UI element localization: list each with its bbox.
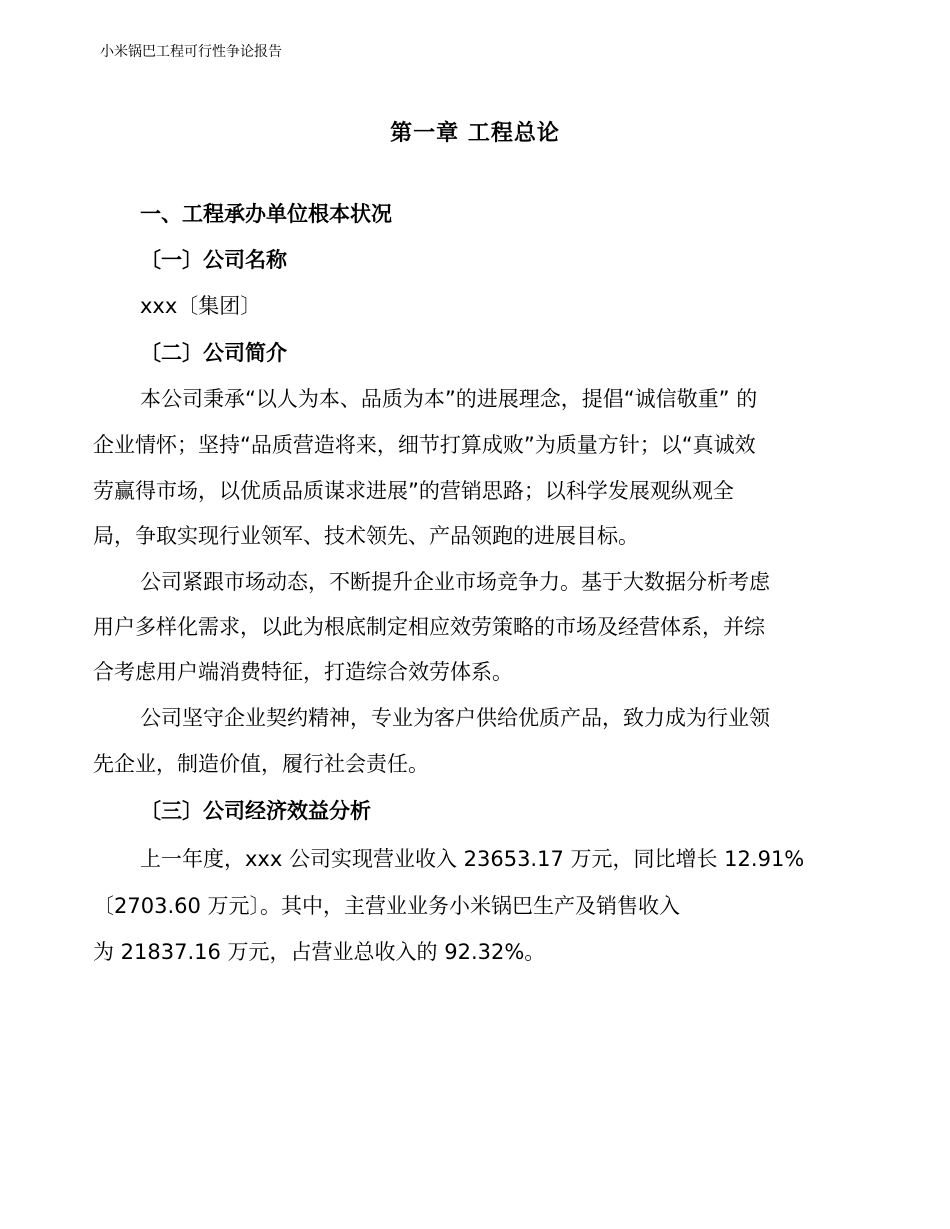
company-name-text: xxx〔集团〕	[140, 294, 262, 318]
profile-paragraph-1-line: 劳赢得市场，以优质品质谋求进展”的营销思路；以科学发展观纵观全	[93, 479, 734, 503]
economic-paragraph-line: 〔2703.60 万元〕。其中，主营业业务小米锅巴生产及销售收入	[93, 894, 681, 918]
profile-paragraph-3-line: 先企业，制造价值，履行社会责任。	[93, 752, 429, 776]
profile-paragraph-3-line: 公司坚守企业契约精神，专业为客户供给优质产品，致力成为行业领	[140, 706, 770, 730]
running-header: 小米锅巴工程可行性争论报告	[100, 44, 282, 60]
subsection-heading-company-profile: 〔二〕公司简介	[140, 341, 287, 365]
profile-paragraph-1-line: 本公司秉承“以人为本、品质为本”的进展理念，提倡“诚信敬重” 的	[140, 387, 758, 411]
economic-paragraph-line: 上一年度，xxx 公司实现营业收入 23653.17 万元，同比增长 12.91%	[140, 847, 805, 871]
profile-paragraph-2-line: 合考虑用户端消费特征，打造综合效劳体系。	[93, 660, 513, 684]
profile-paragraph-1-line: 企业情怀；坚持“品质营造将来，细节打算成败”为质量方针；以“真诚效	[93, 433, 756, 457]
profile-paragraph-2-line: 公司紧跟市场动态，不断提升企业市场竞争力。基于大数据分析考虑	[140, 570, 770, 594]
subsection-heading-economic-analysis: 〔三〕公司经济效益分析	[140, 799, 371, 823]
chapter-title: 第一章 工程总论	[390, 121, 560, 146]
profile-paragraph-1-line: 局，争取实现行业领军、技术领先、产品领跑的进展目标。	[93, 524, 639, 548]
economic-paragraph-line: 为 21837.16 万元，占营业总收入的 92.32%。	[93, 940, 546, 964]
subsection-heading-company-name: 〔一〕公司名称	[140, 248, 287, 272]
section-heading: 一、工程承办单位根本状况	[140, 202, 392, 226]
profile-paragraph-2-line: 用户多样化需求，以此为根底制定相应效劳策略的市场及经营体系，并综	[93, 615, 765, 639]
